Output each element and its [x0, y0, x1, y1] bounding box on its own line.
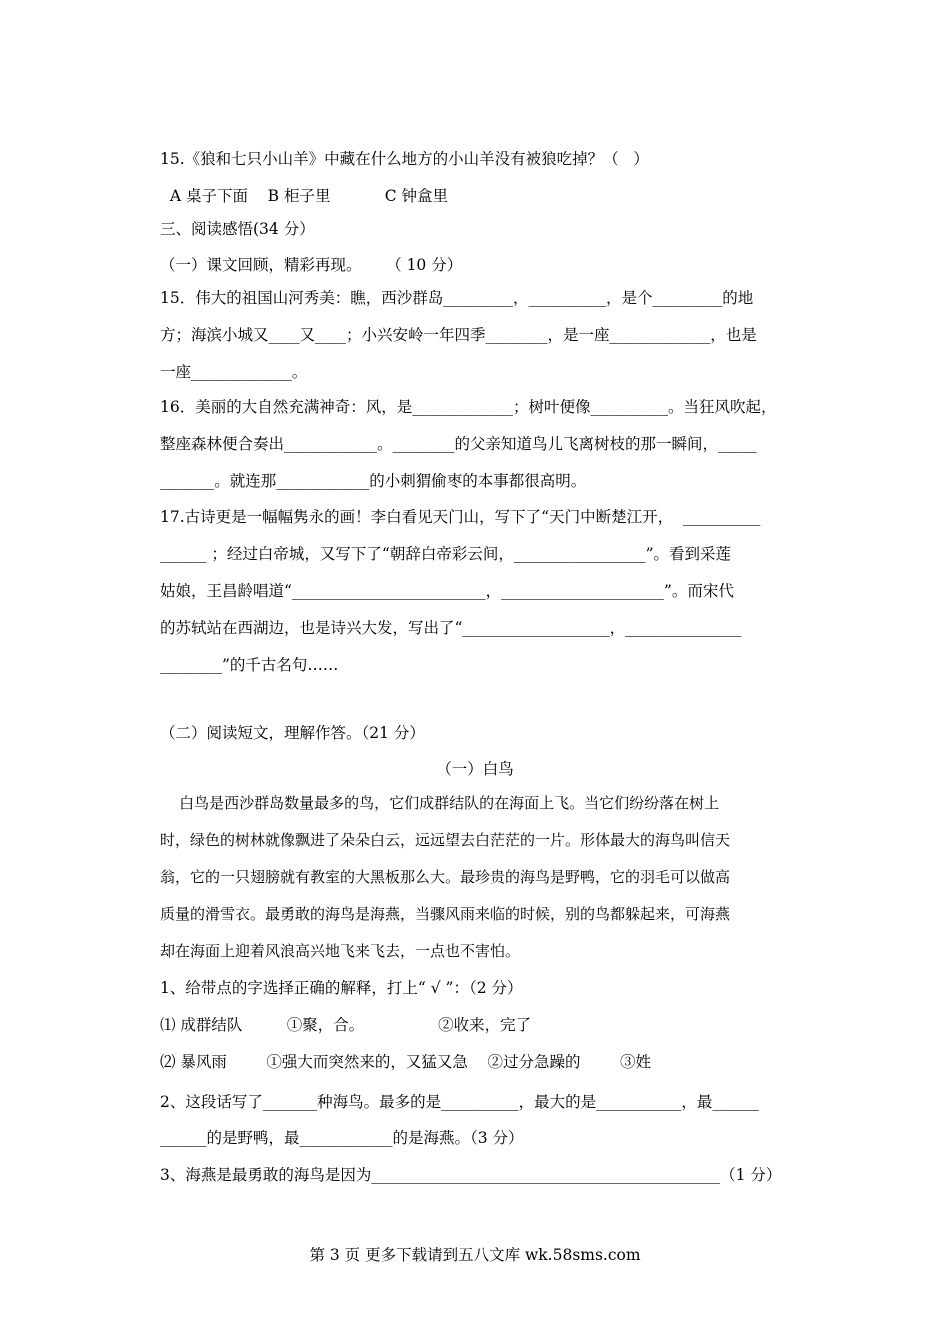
page-footer: 第 3 页 更多下载请到五八文库 wk.58sms.com	[309, 1246, 641, 1264]
passage-line: 却在海面上迎着风浪高兴地飞来飞去，一点也不害怕。	[160, 942, 521, 960]
question-1: 1、给带点的字选择正确的解释，打上“ √ ”：（2 分）	[160, 979, 523, 997]
question-1-item-b: ⑵ 暴风雨 ①强大而突然来的，又猛又急 ②过分急躁的 ③姓	[160, 1053, 651, 1071]
text-line: 一座_____________。	[160, 363, 308, 381]
question-text: 15.《狼和七只小山羊》中藏在什么地方的小山羊没有被狼吃掉？（ ）	[160, 150, 649, 168]
text-line: 15．伟大的祖国山河秀美：瞧，西沙群岛_________，__________，是个_________的地	[160, 289, 754, 307]
answer-options: A 桌子下面 B 柜子里 C 钟盒里	[160, 187, 448, 205]
text-line: 2、这段话写了_______种海鸟。最多的是__________，最大的是___________，最______	[160, 1093, 759, 1111]
text-line: ________”的千古名句……	[160, 656, 339, 674]
question-3: 3、海燕是最勇敢的海鸟是因为_____________________________________________（1 分）	[160, 1166, 782, 1184]
passage-line: 质量的滑雪衣。最勇敢的海鸟是海燕，当骤风雨来临的时候，别的鸟都躲起来，可海燕	[160, 905, 731, 923]
text-line: 整座森林便合奏出____________。________的父亲知道鸟儿飞离树枝的那一瞬间，_____	[160, 435, 757, 453]
passage-line: 白鸟是西沙群岛数量最多的鸟，它们成群结队的在海面上飞。当它们纷纷落在树上	[160, 794, 720, 812]
text-line: 17.古诗更是一幅幅隽永的画！李白看见天门山，写下了“天门中断楚江开， __________	[160, 508, 761, 526]
text-line: ______的是野鸭，最____________的是海燕。（3 分）	[160, 1129, 524, 1147]
passage-line: 翁，它的一只翅膀就有教室的大黑板那么大。最珍贵的海鸟是野鸭，它的羽毛可以做高	[160, 868, 731, 886]
section-heading: 三、阅读感悟(34 分）	[160, 220, 315, 238]
part-heading: （一）课文回顾，精彩再现。 （ 10 分）	[160, 256, 463, 274]
passage-line: 时，绿色的树林就像飘进了朵朵白云，远远望去白茫茫的一片。形体最大的海鸟叫信天	[160, 831, 731, 849]
question-1-item-a: ⑴ 成群结队 ①聚，合。 ②收来，完了	[160, 1016, 532, 1034]
text-line: 姑娘，王昌龄唱道“_________________________，_____________________”。而宋代	[160, 582, 734, 600]
text-line: 方；海滨小城又____又____；小兴安岭一年四季________，是一座_____________，也是	[160, 326, 757, 344]
passage-title: （一）白鸟	[436, 760, 514, 778]
text-line: ______ ；经过白帝城，又写下了“朝辞白帝彩云间，_________________”。看到采莲	[160, 545, 732, 563]
text-line: 16．美丽的大自然充满神奇：风，是_____________；树叶便像__________。当狂风吹起，	[160, 398, 777, 416]
text-line: 的苏轼站在西湖边，也是诗兴大发，写出了“___________________，_______________	[160, 619, 742, 637]
part-heading: （二）阅读短文，理解作答。（21 分）	[160, 724, 425, 742]
text-line: _______。就连那____________的小刺猬偷枣的本事都很高明。	[160, 472, 587, 490]
